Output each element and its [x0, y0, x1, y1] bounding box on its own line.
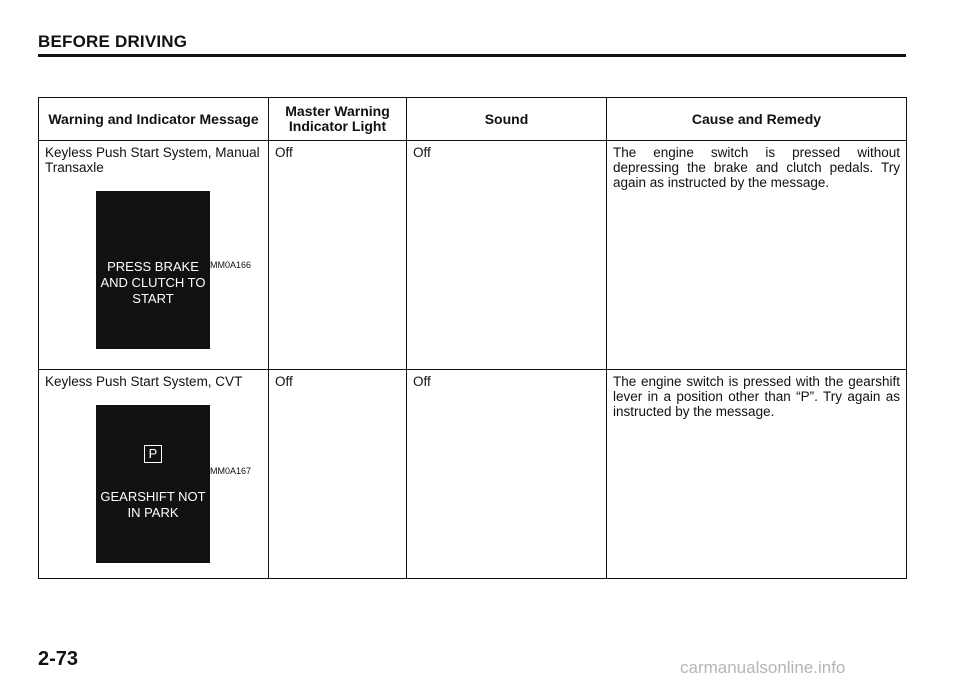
watermark: carmanualsonline.info: [680, 658, 846, 677]
sound-cell: Off: [407, 370, 607, 579]
warning-message-table: [38, 97, 907, 579]
message-text: Keyless Push Start System, Manual Transaxle: [45, 145, 260, 175]
display-screen-image: [96, 405, 210, 563]
image-code: 61MM0A166: [200, 260, 252, 270]
header-rule: [38, 54, 906, 57]
display-screen-image: [96, 191, 210, 349]
table-row: [39, 370, 907, 579]
message-text: Keyless Push Start System, CVT: [45, 374, 243, 389]
section-header: BEFORE DRIVING: [38, 32, 188, 51]
table-row: [39, 141, 907, 370]
header-sound: Sound: [407, 98, 607, 141]
table-header-row: [39, 98, 907, 141]
message-cell: [39, 141, 269, 370]
sound-cell: Off: [407, 141, 607, 370]
header-cause-remedy: Cause and Remedy: [607, 98, 907, 141]
page-number: 2-73: [38, 648, 79, 670]
master-warning-cell: Off: [269, 370, 407, 579]
image-code: 61MM0A167: [200, 466, 252, 476]
header-warning-message: Warning and Indicator Message: [39, 98, 269, 141]
display-message: GEARSHIFT NOT IN PARK: [100, 489, 206, 520]
cause-remedy-cell: The engine switch is pressed with the gearshift lever in a position other than “P”. Try again as instructed by the message.: [607, 370, 907, 579]
master-warning-cell: Off: [269, 141, 407, 370]
header-master-warning: Master Warning Indicator Light: [269, 98, 407, 141]
park-indicator-icon: P: [144, 445, 162, 463]
display-message: PRESS BRAKE AND CLUTCH TO START: [100, 259, 206, 306]
cause-remedy-cell: The engine switch is pressed without depressing the brake and clutch pedals. Try again as instructed by the message.: [607, 141, 907, 370]
